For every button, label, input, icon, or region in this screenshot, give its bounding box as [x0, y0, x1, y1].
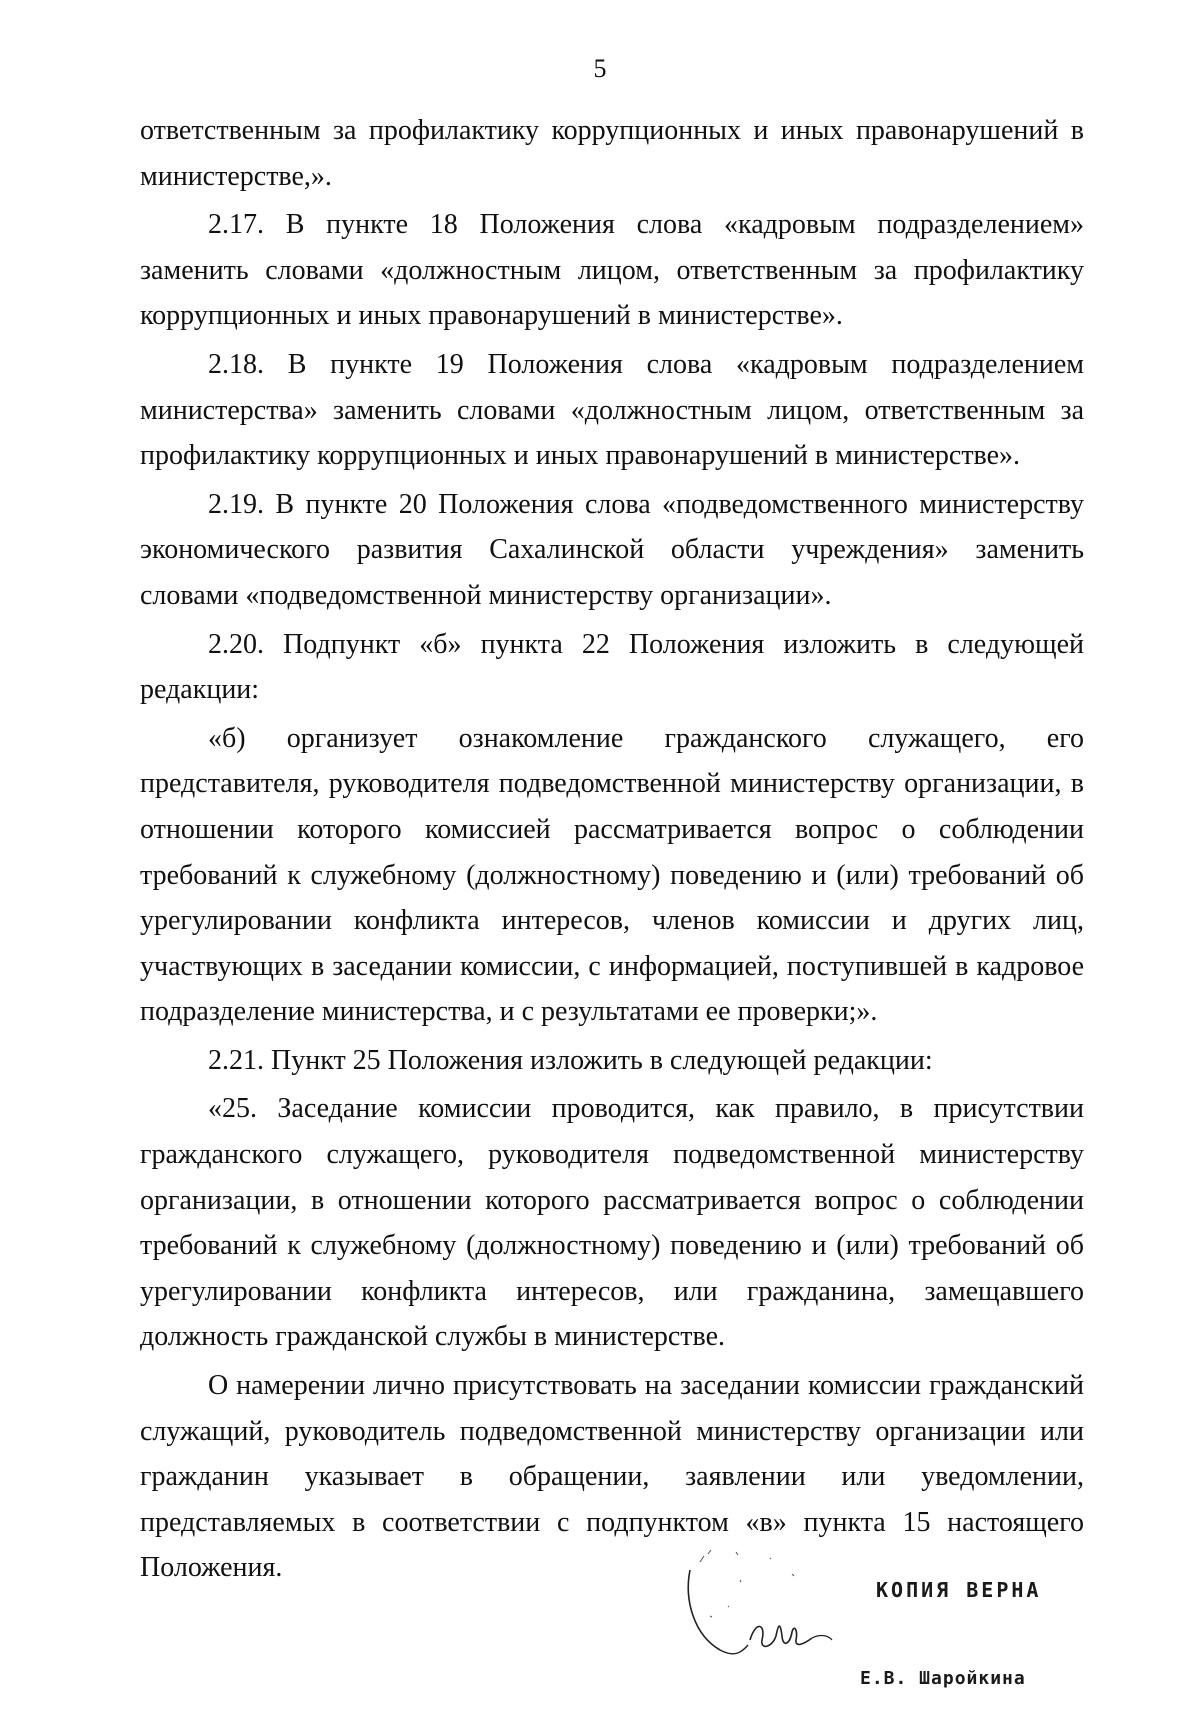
certifier-name: Е.В. Шаройкина	[860, 1668, 1026, 1689]
paragraph-2-21: 2.21. Пункт 25 Положения изложить в следующей редакции:	[208, 1044, 933, 1076]
paragraph-2-17: 2.17. В пункте 18 Положения слова «кадровым подразделением» заменить словами «должностным лицом, ответственным за профилактику коррупционных и иных правонарушений в министерстве».	[140, 209, 1084, 332]
document-body	[140, 108, 1084, 1591]
paragraph-continuation: ответственным за профилактику коррупционных и иных правонарушений в министерстве,».	[140, 115, 1084, 192]
copy-certified-stamp: КОПИЯ ВЕРНА	[876, 1578, 1042, 1602]
page-number: 5	[593, 54, 607, 83]
paragraph-2-18: 2.18. В пункте 19 Положения слова «кадровым подразделением министерства» заменить словами «должностным лицом, ответственным за профилактику коррупционных и иных правонарушений в министерстве».	[140, 348, 1084, 472]
paragraph-2-19: 2.19. В пункте 20 Положения слова «подведомственного министерству экономического развития Сахалинской области учреждения» заменить словами «подведомственной министерству организации».	[140, 488, 1084, 611]
paragraph-subitem-b: «б) организует ознакомление гражданского служащего, его представителя, руководителя подведомственной министерству организации, в отношении которого комиссией рассматривается вопрос о соблюдении требований к служебному (должностному) поведению и (или) требований об урегулировании конфликта интересов, членов комиссии и других лиц, участвующих в заседании комиссии, с информацией, поступившей в кадровое подразделение министерства, и с результатами ее проверки;».	[140, 722, 1084, 1028]
handwritten-signature	[680, 1540, 870, 1690]
paragraph-intention: О намерении лично присутствовать на заседании комиссии гражданский служащий, руководитель подведомственной министерству организации или гражданин указывает в обращении, заявлении или уведомлении, представляемых в соответствии с подпунктом «в» пункта 15 настоящего Положения.	[140, 1370, 1084, 1584]
certification-block	[680, 1540, 1100, 1710]
paragraph-item-25: «25. Заседание комиссии проводится, как правило, в присутствии гражданского служащего, руководителя подведомственной министерству организации, в отношении которого рассматривается вопрос о соблюдении требований к служебному (должностному) поведению и (или) требований об урегулировании конфликта интересов, или гражданина, замещавшего должность гражданской службы в министерстве.	[140, 1093, 1084, 1353]
paragraph-2-20: 2.20. Подпункт «б» пункта 22 Положения изложить в следующей редакции:	[140, 628, 1084, 706]
